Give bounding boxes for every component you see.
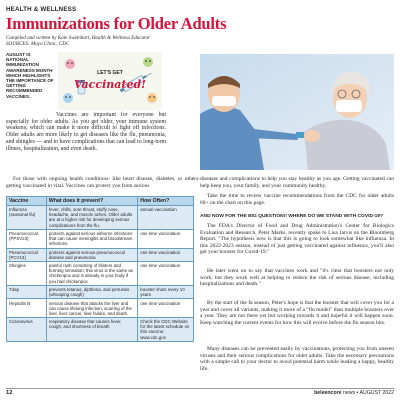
table-header-row <box>7 197 194 206</box>
table-cell-frequency: one time vaccination <box>138 262 194 286</box>
germ-icon <box>63 93 73 103</box>
table-cell-vaccine: Pneumococcal (PPSV23) <box>7 229 47 248</box>
table-cell-frequency: one time vaccination <box>138 229 194 248</box>
table-cell-prevents: prevents tetanus, diptheria, and pertussis (whooping cough) <box>46 285 137 299</box>
table-cell-frequency: annual vaccination <box>138 206 194 230</box>
table-cell-vaccine: Hepatitis B <box>7 299 47 318</box>
publication-footer <box>314 390 394 396</box>
body-paragraph-5: By the start of the fa season, Peter's hope is that the booster that will cover you for a year and cover all variants, making it more of a "flu model" than multiple boosters over a year. They are not there yet but working towards it and hopeful it will happen soon. Keep watching the current events for how this will evolve before the flu season hits. <box>200 300 394 326</box>
table-row <box>7 206 194 230</box>
byline <box>6 35 186 48</box>
table-cell-prevents: fever, chills, sore throat, stuffy nose, headache, and muscle aches. Older adults are at a higher risk for developing serious complications from the flu. <box>46 206 137 230</box>
vaccination-photo-svg <box>200 54 394 170</box>
covid-subhead: AND NOW FOR THE BIG QUESTION!! WHERE DO WE STAND WITH COVID-19? <box>200 214 384 219</box>
table-cell-frequency: one time vaccination <box>138 299 194 318</box>
body-paragraph-1: For those with ongoing health conditions- like heart disease, diabetes, or others- getting vaccinated in vital. Vaccines can protect you from serious <box>6 176 200 189</box>
page-number: 12 <box>6 390 13 396</box>
vaccine-schedule-table <box>6 196 194 342</box>
table-cell-prevents: serious disease that attacks the liver and can cause lifelong infection, scarring of the liver, liver cancer, liver failure, and death. <box>46 299 137 318</box>
table-cell-prevents: painful rash consisting of blisters and burning sensation; this virus is the same as chickenpox and is already in your body if you had chickenpox <box>46 262 137 286</box>
table-header-prevents: What does it prevent? <box>46 197 137 206</box>
table-cell-frequency: booster shots every 10 years <box>138 285 194 299</box>
body-paragraph-3: The FDA's Director of Food and Drug Administration's Center for Biologics Evaluation and Research, Peter Marks, recently spoke to Lisa Jarvis on the Bloomberg Report. "The hypothesis now is that this is going to look somewhat like influenza. In this 2022-2023 season, instead of just getting vaccinated against influenza, you'll also get your booster for Covid-19." <box>200 223 394 256</box>
table-row <box>7 285 194 299</box>
table-header-frequency: How Often? <box>138 197 194 206</box>
page-title: Immunizations for Older Adults <box>6 14 227 33</box>
table-header-vaccine: Vaccine <box>7 197 47 206</box>
byline-sources: SOURCES: Mayo Clinic, CDC <box>6 41 70 48</box>
table-cell-prevents: protects against serious airborne infections that can cause meningitis and bloodstream infections <box>46 229 137 248</box>
body-paragraph-1-cont: diseases and complications to help you stay healthy as you age. Getting vaccinated can help keep you, your family, and your community healthy. <box>200 176 394 189</box>
body-paragraph-6: Many diseases can be prevented easily by vaccinations, protecting you from unseen viruses and their serious complications for older adults. Take the necessary precautions with a simple call to your doctor to avoid potential harm while leading a happy, healthy life. <box>200 346 394 372</box>
art-lets-get: LET'S GET <box>97 70 123 76</box>
germ-icon <box>147 93 157 103</box>
table-cell-prevents: protects against serious pneumococcal disease and pneumonia <box>46 248 137 262</box>
table-cell-vaccine: Shingles <box>7 262 47 286</box>
vaccination-photo <box>200 54 394 170</box>
art-vaccinated: Vaccinated! <box>74 78 146 91</box>
table-row <box>7 229 194 248</box>
germ-icon <box>65 59 75 69</box>
body-paragraph-4: He later went on to say that vaccines work and "it's clear that boosters not only work, but they work well at helping to reduce the risk of serious disease, including hospitalizations and death." <box>200 268 394 288</box>
awareness-callout: AUGUST IS NATIONAL IMMUNIZATION AWARENESS MONTH WHICH HIGHLIGHTS THE IMPORTANCE OF GETTING RECOMMENDED VACCINES. <box>6 52 54 99</box>
table-cell-vaccine: Coronavirus <box>7 318 47 342</box>
publication-issue: news • AUGUST 2022 <box>341 390 394 396</box>
body-paragraph-2: Take the time to review vaccine recommendations from the CDC for older adults 60+ on the chart on this page. <box>200 193 394 206</box>
table-cell-vaccine: Tdap <box>7 285 47 299</box>
table-cell-vaccine: Influenza (seasonal flu) <box>7 206 47 230</box>
intro-paragraph: Vaccines are important for everyone but especially for older adults. As you get older, your immune system weakens, which can make it more difficult to fight off infections. Older adults are more likely to get diseases like the flu, pneumonia, and shingles — and to have complications that can lead to long-term illness, hospitalization, and even death. <box>6 112 166 152</box>
vaccinated-illustration <box>58 52 162 110</box>
table-row <box>7 248 194 262</box>
table-cell-vaccine: Pneumococcal (PCV13) <box>7 248 47 262</box>
section-label: HEALTH & WELLNESS <box>6 6 77 13</box>
table-row <box>7 318 194 342</box>
germ-icon <box>143 57 153 67</box>
table-cell-frequency: one time vaccination <box>138 248 194 262</box>
byline-author: Compiled and written by Kate Sweinhart, Health & Wellness Educator <box>6 35 151 41</box>
publication-brand: beleencore <box>314 390 342 396</box>
footer-divider <box>6 388 394 389</box>
vaccinated-illustration-svg <box>58 52 162 110</box>
table-cell-prevents: respiratory disease that causes fever, cough, and shortness of breath <box>46 318 137 342</box>
table-row <box>7 299 194 318</box>
table-cell-frequency: Check the CDC Website for the latest schedule on this vaccine: www.cdc.gov <box>138 318 194 342</box>
table-row <box>7 262 194 286</box>
